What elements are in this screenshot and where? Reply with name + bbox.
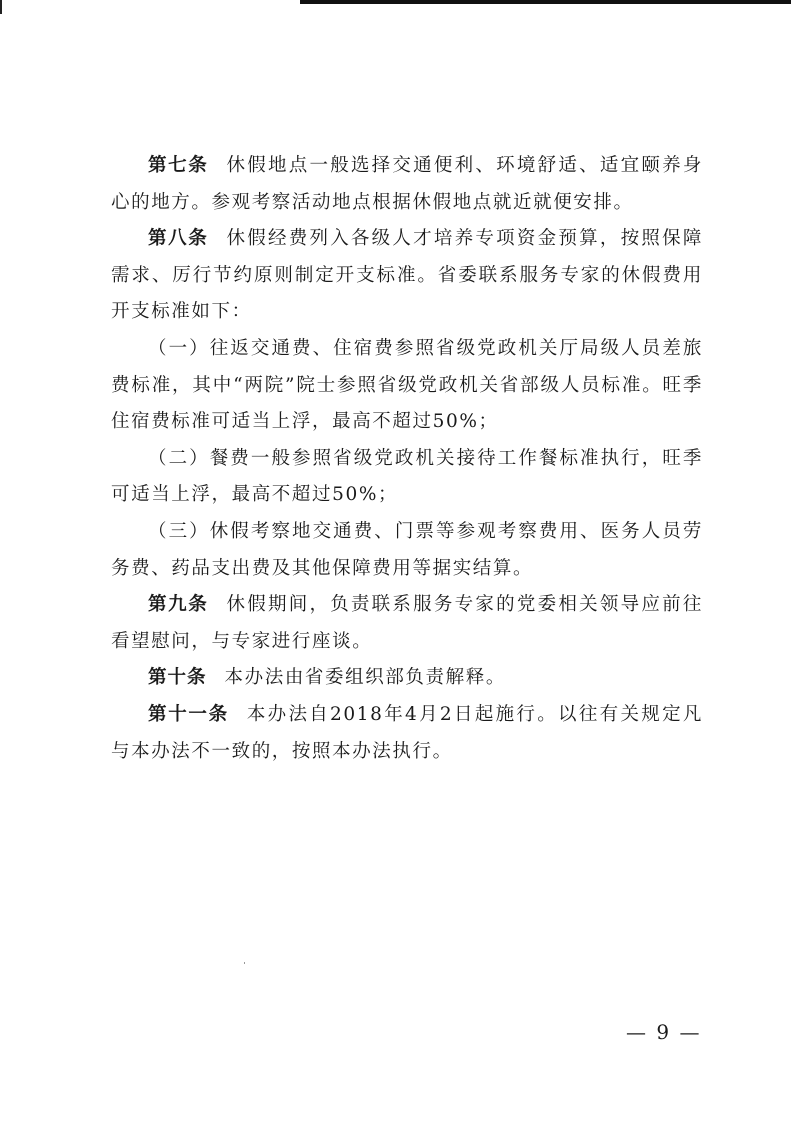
- article-10: [111, 660, 703, 697]
- article-label: 第十条: [148, 667, 207, 689]
- scan-speck: [244, 962, 245, 964]
- article-label: 第八条: [148, 228, 209, 250]
- article-7: [111, 148, 703, 221]
- article-text: 休假期间，负责联系服务专家的党委相关领导应前往看望慰问，与专家进行座谈。: [111, 594, 703, 652]
- clause-1: [111, 331, 703, 441]
- page-number: — 9 —: [626, 1020, 702, 1044]
- article-text: 本办法由省委组织部负责解释。: [224, 667, 506, 689]
- clause-2: [111, 441, 703, 514]
- clause-text: （一）往返交通费、住宿费参照省级党政机关厅局级人员差旅费标准，其中“两院”院士参照省级党政机关省部级人员标准。旺季住宿费标准可适当上浮，最高不超过50%；: [111, 337, 703, 433]
- document-body: [111, 148, 703, 770]
- scan-top-edge: [300, 0, 791, 4]
- article-text: 休假地点一般选择交通便利、环境舒适、适宜颐养身心的地方。参观考察活动地点根据休假地点就近就便安排。: [111, 155, 703, 213]
- clause-text: （二）餐费一般参照省级党政机关接待工作餐标准执行，旺季可适当上浮，最高不超过50%；: [111, 447, 703, 506]
- scan-left-mark: [0, 0, 2, 14]
- article-label: 第九条: [148, 594, 209, 616]
- clause-3: [111, 514, 703, 587]
- clause-text: （三）休假考察地交通费、门票等参观考察费用、医务人员劳务费、药品支出费及其他保障费用等据实结算。: [111, 520, 703, 579]
- article-9: [111, 587, 703, 660]
- article-label: 第十一条: [148, 703, 229, 725]
- article-8: [111, 221, 703, 331]
- article-11: [111, 697, 703, 770]
- article-label: 第七条: [148, 155, 209, 176]
- article-text: 休假经费列入各级人才培养专项资金预算，按照保障需求、厉行节约原则制定开支标准。省委联系服务专家的休假费用开支标准如下：: [111, 228, 703, 323]
- article-text: 本办法自2018年4月2日起施行。以往有关规定凡与本办法不一致的，按照本办法执行。: [111, 703, 703, 762]
